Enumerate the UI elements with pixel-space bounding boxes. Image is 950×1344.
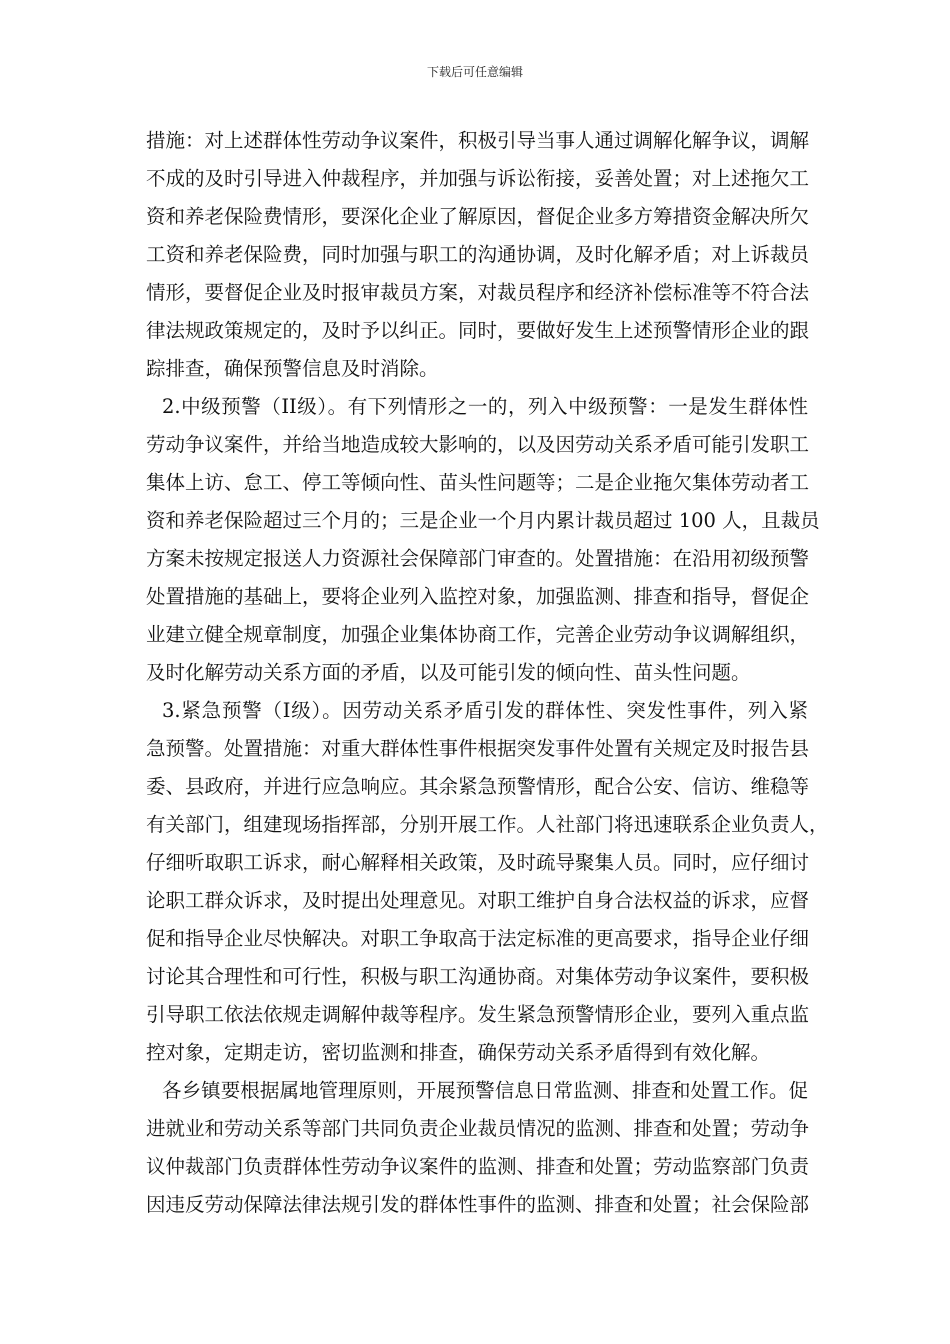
text-line: 工资和养老保险费，同时加强与职工的沟通协调，及时化解矛盾；对上诉裁员: [146, 243, 810, 266]
text-line: 委、县政府，并进行应急响应。其余紧急预警情形，配合公安、信访、维稳等: [146, 775, 810, 798]
text-line: 业建立健全规章制度，加强企业集体协商工作，完善企业劳动争议调解组织，: [146, 623, 810, 646]
text-line: 资和养老保险超过三个月的；三是企业一个月内累计裁员超过 100 人，且裁员: [146, 509, 820, 532]
text-line: 引导职工依法依规走调解仲裁等程序。发生紧急预警情形企业，要列入重点监: [146, 1003, 810, 1026]
text-line: 劳动争议案件，并给当地造成较大影响的，以及因劳动关系矛盾可能引发职工: [146, 433, 810, 456]
text-line: 方案未按规定报送人力资源社会保障部门审查的。处置措施：在沿用初级预警: [146, 547, 810, 570]
text-line: 各乡镇要根据属地管理原则，开展预警信息日常监测、排查和处置工作。促: [162, 1079, 808, 1102]
text-line: 因违反劳动保障法律法规引发的群体性事件的监测、排查和处置；社会保险部: [146, 1193, 810, 1216]
text-line: 仔细听取职工诉求，耐心解释相关政策，及时疏导聚集人员。同时，应仔细讨: [146, 851, 810, 874]
text-line: 进就业和劳动关系等部门共同负责企业裁员情况的监测、排查和处置；劳动争: [146, 1117, 810, 1140]
text-line: 论职工群众诉求，及时提出处理意见。对职工维护自身合法权益的诉求，应督: [146, 889, 810, 912]
text-line: 资和养老保险费情形，要深化企业了解原因，督促企业多方筹措资金解决所欠: [146, 205, 810, 228]
text-line: 控对象，定期走访，密切监测和排查，确保劳动关系矛盾得到有效化解。: [146, 1041, 771, 1064]
text-line: 急预警。处置措施：对重大群体性事件根据突发事件处置有关规定及时报告县: [146, 737, 810, 760]
text-line: 有关部门，组建现场指挥部，分别开展工作。人社部门将迅速联系企业负责人，: [146, 813, 829, 836]
text-line: 2.中级预警（II级）。有下列情形之一的，列入中级预警：一是发生群体性: [162, 395, 808, 418]
text-line: 踪排查，确保预警信息及时消除。: [146, 357, 439, 380]
text-line: 措施：对上述群体性劳动争议案件，积极引导当事人通过调解化解争议，调解: [146, 129, 810, 152]
text-line: 情形，要督促企业及时报审裁员方案，对裁员程序和经济补偿标准等不符合法: [146, 281, 810, 304]
text-line: 不成的及时引导进入仲裁程序，并加强与诉讼衔接，妥善处置；对上述拖欠工: [146, 167, 810, 190]
text-line: 促和指导企业尽快解决。对职工争取高于法定标准的更高要求，指导企业仔细: [146, 927, 810, 950]
text-line: 讨论其合理性和可行性，积极与职工沟通协商。对集体劳动争议案件，要积极: [146, 965, 810, 988]
text-line: 3.紧急预警（I级）。因劳动关系矛盾引发的群体性、突发性事件，列入紧: [162, 699, 808, 722]
text-line: 及时化解劳动关系方面的矛盾，以及可能引发的倾向性、苗头性问题。: [146, 661, 751, 684]
body-text: [146, 122, 829, 1224]
page-header: 下载后可任意编辑: [426, 65, 523, 79]
text-line: 处置措施的基础上，要将企业列入监控对象，加强监测、排查和指导，督促企: [146, 585, 810, 608]
text-line: 集体上访、怠工、停工等倾向性、苗头性问题等；二是企业拖欠集体劳动者工: [146, 471, 810, 494]
text-line: 律法规政策规定的，及时予以纠正。同时，要做好发生上述预警情形企业的跟: [146, 319, 810, 342]
text-line: 议仲裁部门负责群体性劳动争议案件的监测、排查和处置；劳动监察部门负责: [146, 1155, 810, 1178]
